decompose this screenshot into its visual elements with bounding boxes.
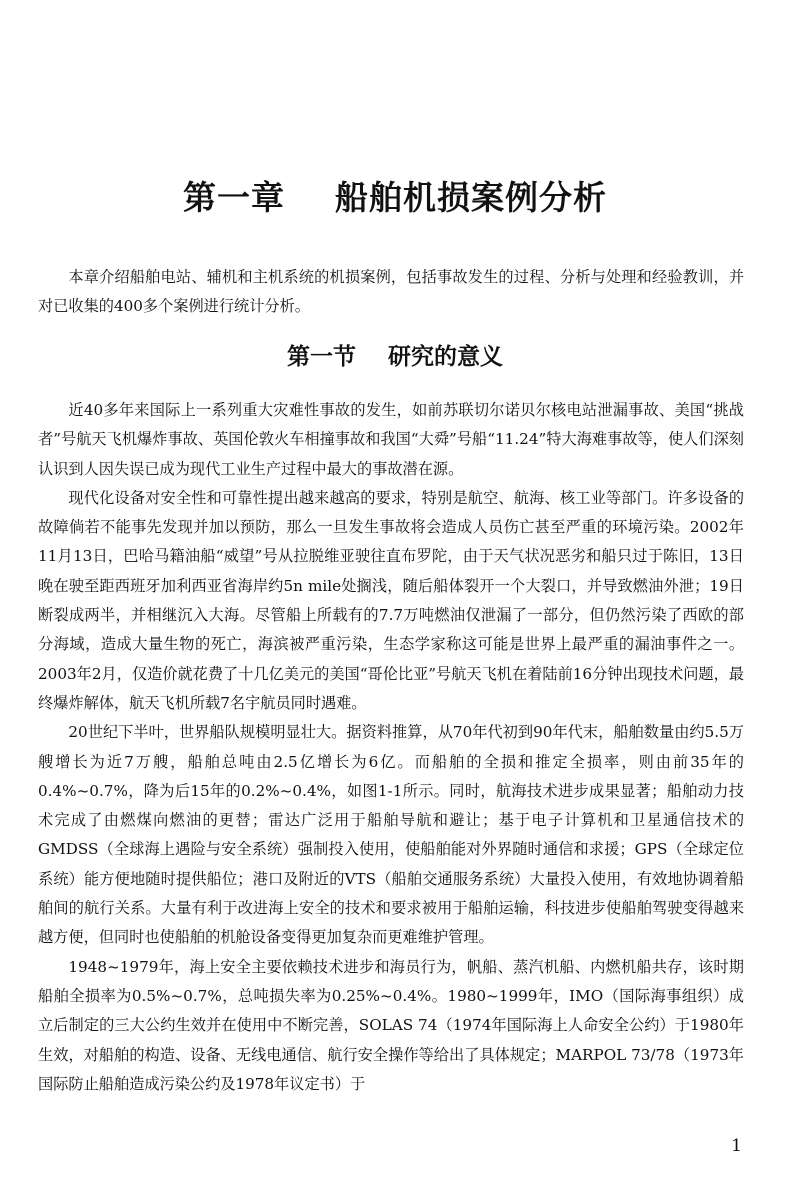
- intro-paragraph: 本章介绍船舶电站、辅机和主机系统的机损案例，包括事故发生的过程、分析与处理和经验教训，并对已收集的400多个案例进行统计分析。: [38, 268, 744, 316]
- section-body: [38, 396, 744, 1099]
- paragraph-4: 1948~1979年，海上安全主要依赖技术进步和海员行为，帆船、蒸汽机船、内燃机船共存，该时期船舶全损率为0.5%~0.7%，总吨损失率为0.25%~0.4%。1980~1999年，IMO（国际海事组织）成立后制定的三大公约生效并在使用中不断完善，SOLAS 74（1974年国际海上人命安全公约）于1980年生效，对船舶的构造、设备、无线电通信、航行安全操作等给出了具体规定；MARPOL 73/78（1973年国际防止船舶造成污染公约及1978年议定书）于: [38, 957, 744, 1093]
- chapter-intro: [38, 263, 744, 322]
- section-title: 第一节 研究的意义: [286, 344, 504, 370]
- paragraph-1: 近40多年来国际上一系列重大灾难性事故的发生，如前苏联切尔诺贝尔核电站泄漏事故、美国“挑战者”号航天飞机爆炸事故、英国伦敦火车相撞事故和我国“大舜”号船“11.24”特大海难事故等，使人们深刻认识到人因失误已成为现代工业生产过程中最大的事故潜在源。: [38, 401, 744, 478]
- page-number: 1: [731, 1136, 742, 1156]
- chapter-title: 第一章 船舶机损案例分析: [183, 178, 607, 217]
- paragraph-2: 现代化设备对安全性和可靠性提出越来越高的要求，特别是航空、航海、核工业等部门。许多设备的故障倘若不能事先发现并加以预防，那么一旦发生事故将会造成人员伤亡甚至严重的环境污染。2002年11月13日，巴哈马籍油船“威望”号从拉脱维亚驶往直布罗陀，由于天气状况恶劣和船只过于陈旧，13日晚在驶至距西班牙加利西亚省海岸约5n mile处搁浅，随后船体裂开一个大裂口，并导致燃油外泄；19日断裂成两半，并相继沉入大海。尽管船上所载有的7.7万吨燃油仅泄漏了一部分，但仍然污染了西欧的部分海域，造成大量生物的死亡，海滨被严重污染，生态学家称这可能是世界上最严重的漏油事件之一。2003年2月，仅造价就花费了十几亿美元的美国“哥伦比亚”号航天飞机在着陆前16分钟出现技术问题，最终爆炸解体，航天飞机所载7名宇航员同时遇难。: [38, 488, 744, 712]
- paragraph-3: 20世纪下半叶，世界船队规模明显壮大。据资料推算，从70年代初到90年代末，船舶数量由约5.5万艘增长为近7万艘，船舶总吨由2.5亿增长为6亿。而船舶的全损和推定全损率，则由前35年的0.4%~0.7%，降为后15年的0.2%~0.4%，如图1-1所示。同时，航海技术进步成果显著；船舶动力技术完成了由燃煤向燃油的更替；雷达广泛用于船舶导航和避让；基于电子计算机和卫星通信技术的GMDSS（全球海上遇险与安全系统）强制投入使用，使船舶能对外界随时通信和求援；GPS（全球定位系统）能方便地随时提供船位；港口及附近的VTS（船舶交通服务系统）大量投入使用，有效地协调着船舶间的航行关系。大量有利于改进海上安全的技术和要求被用于船舶运输，科技进步使船舶驾驶变得越来越方便，但同时也使船舶的机舱设备变得更加复杂而更难维护管理。: [38, 723, 744, 947]
